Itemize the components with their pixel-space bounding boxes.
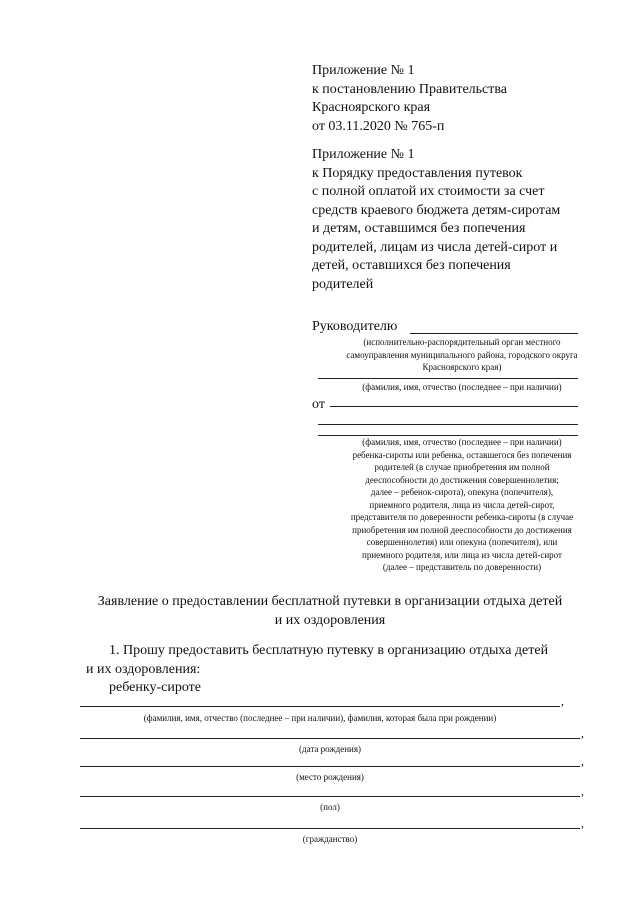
organization-hint-line: самоуправления муниципального района, городского округа (346, 349, 578, 360)
organization-hint-line: Красноярского края) (422, 362, 502, 372)
applicant-hint (312, 436, 612, 574)
birth-place-line[interactable] (80, 766, 580, 767)
gender-line[interactable] (80, 796, 580, 797)
appendix-1-line-4: от 03.11.2020 № 765-п (312, 118, 445, 134)
appendix-2-line: к Порядку предоставления путевок (312, 165, 523, 181)
appendix-2-line: детей, оставшихся без попечения (312, 258, 511, 273)
applicant-hint-line: представителя по доверенности ребенка-сироты (в случае (350, 512, 574, 522)
application-title-line-2: и их оздоровления (274, 612, 386, 628)
appendix-2-line: с полной оплатой их стоимости за счет (312, 184, 545, 199)
gender-hint: (пол) (320, 802, 340, 812)
applicant-hint-line: родителей (в случае приобретения им полной (374, 462, 550, 472)
paragraph-line-2: и их оздоровления: (86, 661, 201, 677)
applicant-hint-line: дееспособности до достижения совершеннолетия; (365, 474, 559, 485)
appendix-1-header (312, 62, 612, 136)
child-fio-hint: (фамилия, имя, отчество (последнее – при наличии), фамилия, которая была при рождении) (143, 713, 497, 723)
appendix-2-line: родителей (312, 276, 374, 292)
appendix-2-line: родителей, лицам из числа детей-сирот и (312, 239, 558, 255)
comma: , (581, 754, 584, 768)
child-fio-line[interactable] (80, 706, 560, 707)
citizenship-hint: (гражданство) (302, 834, 358, 844)
appendix-2-line: Приложение № 1 (312, 147, 415, 162)
appendix-2-line: средств краевого бюджета детям-сиротам (312, 202, 561, 218)
comma: , (561, 694, 564, 708)
appendix-1-line-2: к постановлению Правительства (312, 81, 508, 97)
applicant-hint-line: приемного родителя, или лица из числа детей-сирот (362, 549, 562, 560)
comma: , (581, 816, 584, 830)
citizenship-line[interactable] (80, 828, 580, 829)
applicant-hint-line: ребенка-сироты или ребенка, оставшегося без попечения (352, 449, 572, 460)
appendix-2-line: и детям, оставшимся без попечения (312, 221, 526, 236)
applicant-hint-line: (далее – представитель по доверенности) (382, 562, 542, 572)
from-line-2[interactable] (318, 424, 578, 425)
applicant-hint-line: совершеннолетия) или опекуна (попечителя), или (366, 537, 558, 547)
applicant-hint-line: приобретения им полной дееспособности до достижения (352, 524, 572, 535)
appendix-1-line-1: Приложение № 1 (312, 63, 415, 78)
head-fio-hint: (фамилия, имя, отчество (последнее – при наличии) (362, 382, 562, 392)
to-label: Руководителю (312, 319, 398, 334)
applicant-hint-line: далее – ребенок-сирота), опекуна (попечителя), (370, 487, 554, 497)
from-line-1[interactable] (330, 406, 578, 407)
birth-date-line[interactable] (80, 738, 580, 739)
appendix-2-header (312, 146, 612, 294)
comma: , (581, 726, 584, 740)
paragraph-line-3: ребенку-сироте (109, 680, 201, 695)
organization-line[interactable] (410, 333, 578, 334)
application-title-line-1: Заявление о предоставлении бесплатной путевки в организации отдыха детей (97, 594, 563, 609)
application-title (60, 593, 600, 630)
request-paragraph (86, 642, 626, 698)
comma: , (581, 784, 584, 798)
birth-place-hint: (место рождения) (296, 772, 364, 782)
applicant-hint-line: приемного родителя, лица из числа детей-сирот, (369, 499, 555, 510)
organization-hint-line: (исполнительно-распорядительный орган местного (363, 337, 561, 347)
applicant-hint-line: (фамилия, имя, отчество (последнее – при наличии) (362, 437, 562, 447)
appendix-1-line-3: Красноярского края (312, 100, 431, 115)
paragraph-line-1: 1. Прошу предоставить бесплатную путевку в организацию отдыха детей (109, 643, 549, 658)
organization-hint (312, 336, 612, 374)
birth-date-hint: (дата рождения) (299, 744, 361, 754)
head-fio-line[interactable] (318, 378, 578, 379)
from-label: от (312, 397, 325, 412)
